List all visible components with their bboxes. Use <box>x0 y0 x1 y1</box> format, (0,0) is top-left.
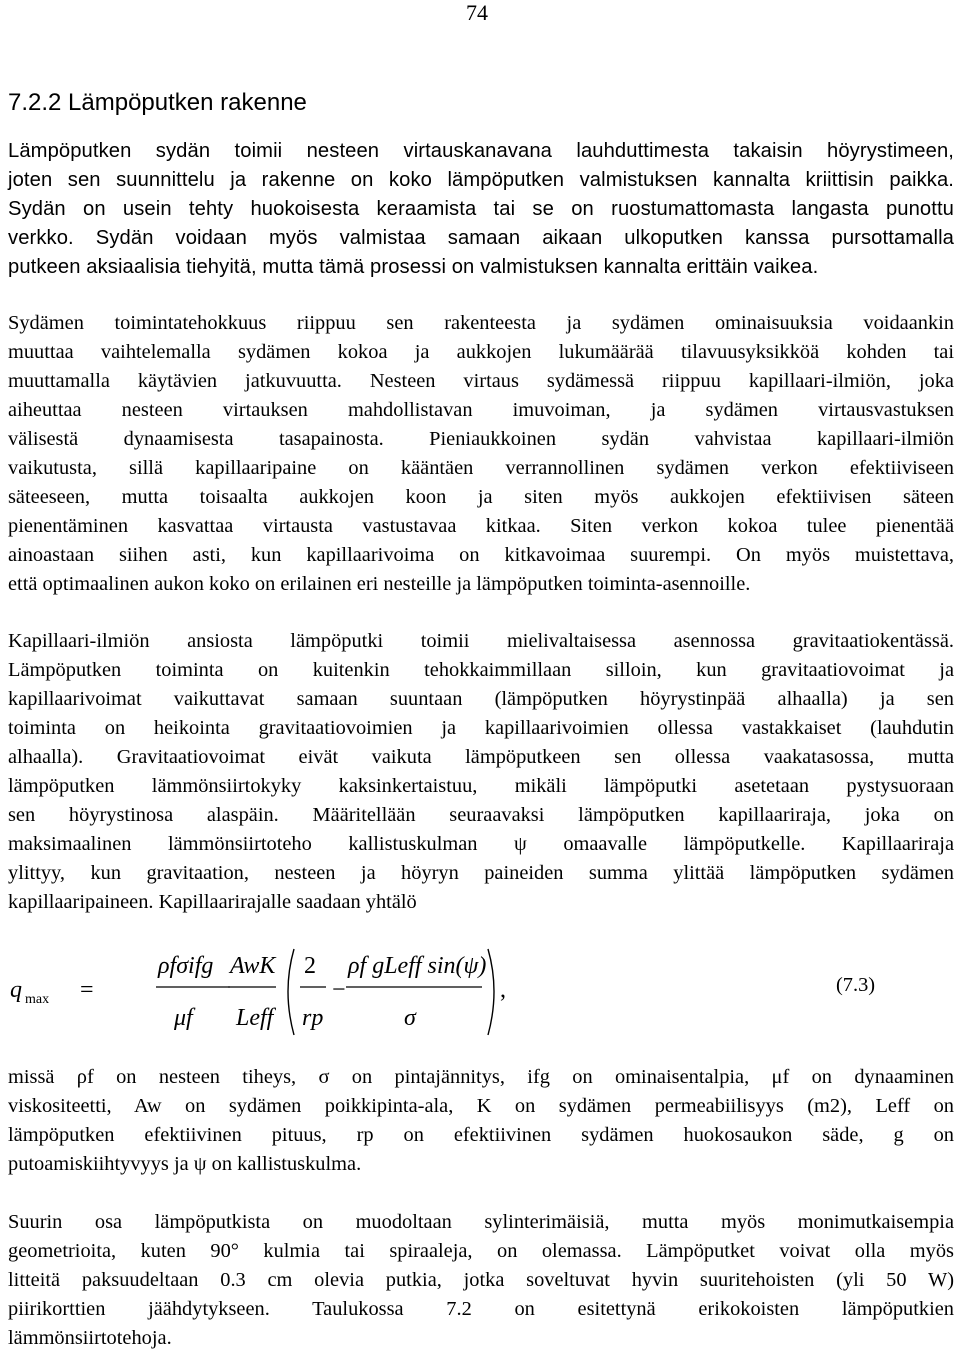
paragraph-capillary-limit <box>8 627 954 917</box>
eq-term2-den: Leff <box>236 1005 274 1031</box>
text-line: litteitä paksuudeltaan 0.3 cm olevia putkia, jotka soveltuvat hyvin suuritehoisten (yli 50 W) <box>8 1269 954 1291</box>
text-line: ylittyy, kun gravitaation, nesteen ja höyryn paineiden summa ylittää lämpöputken sydämen <box>8 862 954 884</box>
paragraph-symbol-definitions <box>8 1063 954 1179</box>
eq-lhs-sub: max <box>25 992 50 1007</box>
text-line: kapillaaripaineen. Kapillaarirajalle saadaan yhtälö <box>8 891 417 913</box>
text-line: Sydän on usein tehty huokoisesta keraamista tai se on ruostumattomasta langasta punottu <box>8 198 954 220</box>
text-line: lämmönsiirtotehoja. <box>8 1327 172 1349</box>
eq-term2-num: AwK <box>230 953 276 979</box>
text-line: että optimaalinen aukon koko on erilainen eri nesteille ja lämpöputken toiminta-asennoille. <box>8 573 751 595</box>
text-line: verkko. Sydän voidaan myös valmistaa samaan aikaan ulkoputken kanssa pursottamalla <box>8 227 954 249</box>
eq-trailing-comma: , <box>500 977 506 1003</box>
page-number: 74 <box>466 0 488 25</box>
text-line: välisestä dynaamisesta tasapainosta. Pieniaukkoinen sydän vahvistaa kapillaari-ilmiön <box>8 428 954 450</box>
text-line: Lämpöputken sydän toimii nesteen virtauskanavana lauhduttimesta takaisin höyrystimeen, <box>8 140 954 162</box>
text-line: kapillaarivoimat vaikuttavat samaan suuntaan (lämpöputken höyrystinpää alhaalla) ja sen <box>8 688 954 710</box>
text-line: Lämpöputken toiminta on kuitenkin tehokkaimmillaan silloin, kun gravitaatiovoimat ja <box>8 659 954 681</box>
text-line: Suurin osa lämpöputkista on muodoltaan sylinterimäisiä, mutta myös monimutkaisempia <box>8 1211 954 1233</box>
text-line: ainoastaan siihen asti, kun kapillaarivoima on kitkavoimaa suurempi. On myös muistettava, <box>8 544 954 566</box>
capillary-limit-equation <box>8 935 954 1055</box>
text-line: toiminta on heikointa gravitaatiovoimien ja kapillaarivoimien ollessa vastakkaiset (lauhdutin <box>8 717 954 739</box>
text-line: maksimaalinen lämmönsiirtoteho kallistuskulman ψ omaavalle lämpöputkelle. Kapillaariraja <box>8 833 954 855</box>
text-line: muuttaa vaihtelemalla sydämen kokoa ja aukkojen lukumäärää tilavuusyksikköä kohden tai <box>8 341 954 363</box>
eq-lhs: q <box>10 977 22 1003</box>
text-line: viskositeetti, Aw on sydämen poikkipinta-ala, K on sydämen permeabiilisyys (m2), Leff on <box>8 1095 954 1117</box>
text-line: alhaalla). Gravitaatiovoimat eivät vaikuta lämpöputkeen sen ollessa vaakatasossa, mutta <box>8 746 954 768</box>
eq-equals: = <box>80 977 94 1003</box>
text-line: pienentäminen kasvattaa virtausta vastustavaa kitkaa. Siten verkon kokoa tulee pienentää <box>8 515 954 537</box>
text-line: piirikorttien jäähdytykseen. Taulukossa 7.2 on esitettynä erikokoisten lämpöputkien <box>8 1298 954 1320</box>
text-line: lämpöputken lämmönsiirtokyky kaksinkertaistuu, mikäli lämpöputki asetetaan pystysuoraan <box>8 775 954 797</box>
eq-paren-left <box>288 949 294 1035</box>
eq-paren-right <box>488 949 494 1035</box>
text-line: missä ρf on nesteen tiheys, σ on pintajännitys, ifg on ominaisentalpia, μf on dynaaminen <box>8 1066 954 1088</box>
text-line: sen höyrystinosa alaspäin. Määritellään seuraavaksi lämpöputken kapillaariraja, joka on <box>8 804 954 826</box>
eq-term1-num: ρfσifg <box>158 953 214 979</box>
paragraph-wick-efficiency <box>8 309 954 599</box>
text-line: muuttamalla käytävien jatkuvuutta. Nesteen virtaus sydämessä riippuu kapillaari-ilmiön, joka <box>8 370 954 392</box>
text-line: joten sen suunnittelu ja rakenne on koko lämpöputken valmistuksen kannalta kriittisin paikka. <box>8 169 954 191</box>
eq-term3-den: rp <box>302 1005 324 1031</box>
text-line: geometrioita, kuten 90° kulmia tai spiraaleja, on olemassa. Lämpöputket voivat olla myös <box>8 1240 954 1262</box>
text-line: aiheuttaa nesteen virtauksen mahdollistavan imuvoiman, ja sydämen virtausvastuksen <box>8 399 954 421</box>
text-line: putkeen aksiaalisia tiehyitä, mutta tämä prosessi on valmistuksen kannalta erittäin vaikea. <box>8 256 819 278</box>
text-line: lämpöputken efektiivinen pituus, rp on efektiivinen sydämen huokosaukon säde, g on <box>8 1124 954 1146</box>
text-line: Kapillaari-ilmiön ansiosta lämpöputki toimii mielivaltaisessa asennossa gravitaatiokentässä. <box>8 630 954 652</box>
text-line: säteeseen, mutta toisaalta aukkojen koon ja siten myös aukkojen efektiivisen säteen <box>8 486 954 508</box>
paragraph-geometries <box>8 1208 954 1353</box>
eq-term4-num: ρf gLeff sin(ψ) <box>348 953 487 979</box>
eq-minus: − <box>332 977 346 1003</box>
section-heading: 7.2.2 Lämpöputken rakenne <box>8 88 307 116</box>
text-line: vaikutusta, sillä kapillaaripaine on kääntäen verrannollinen sydämen verkon efektiiviseen <box>8 457 954 479</box>
eq-term4-den: σ <box>404 1005 416 1031</box>
text-line: Sydämen toimintatehokkuus riippuu sen rakenteesta ja sydämen ominaisuuksia voidaankin <box>8 312 954 334</box>
text-line: putoamiskiihtyvyys ja ψ on kallistuskulma. <box>8 1153 362 1175</box>
equation-number: (7.3) <box>836 974 876 996</box>
eq-term1-den: μf <box>174 1005 193 1031</box>
eq-term3-num: 2 <box>304 953 316 979</box>
paragraph-wick-structure <box>8 137 954 282</box>
